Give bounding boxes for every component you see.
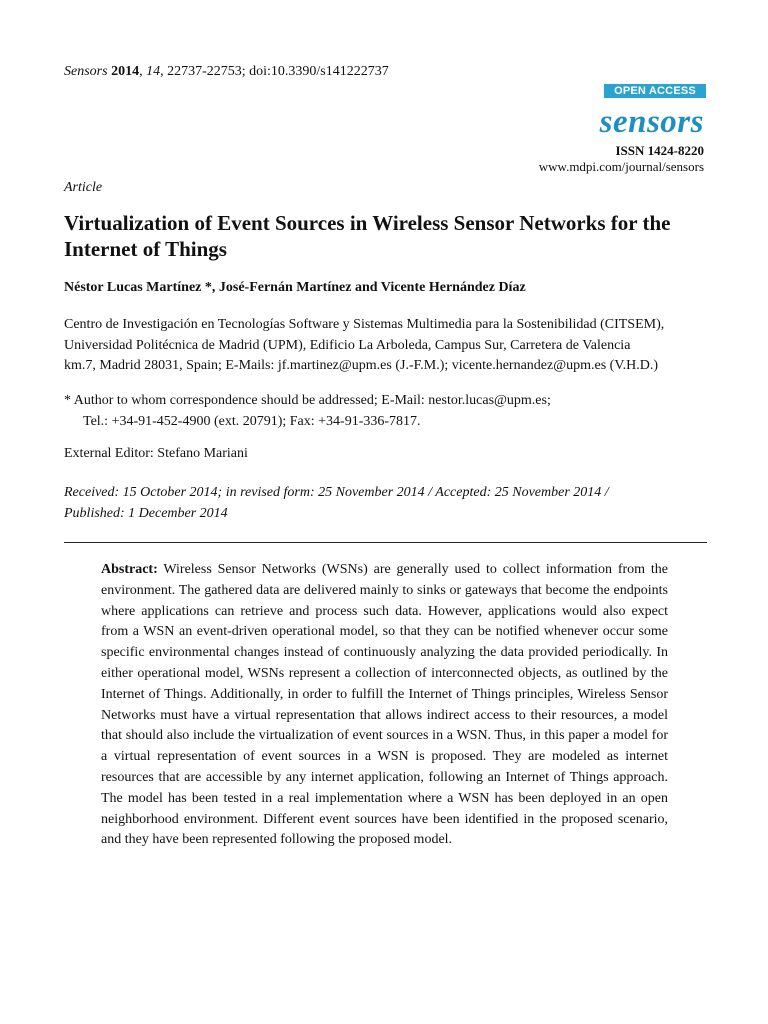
journal-url[interactable]: www.mdpi.com/journal/sensors: [538, 159, 704, 174]
correspondence-line: Tel.: +34-91-452-4900 (ext. 20791); Fax: +34-91-336-7817.: [83, 413, 421, 429]
citation-line: Sensors 2014, 14, 22737-22753; doi:10.3390/s141222737: [64, 64, 389, 79]
article-type: Article: [64, 180, 103, 195]
affiliation-line: Universidad Politécnica de Madrid (UPM), Edificio La Arboleda, Campus Sur, Carretera de Valencia: [64, 337, 631, 353]
abstract-text: Wireless Sensor Networks (WSNs) are generally used to collect information from the environment. The gathered data are delivered mainly to sinks or gateways that become the endpoints where applications can retrieve and process such data. However, applications would also expect from a WSN an event-driven operational model, so that they can be notified whenever occur some specific environmental changes instead of continuously analyzing the data provided periodically. In either operational model, WSNs represent a collection of interconnected objects, as outlined by the Internet of Things. Additionally, in order to fulfill the Internet of Things principles, Wireless Sensor Networks must have a virtual representation that allows indirect access to their resources, a model that should also include the virtualization of event sources in a WSN. Thus, in this paper a model for a virtual representation of event sources in a WSN is proposed. They are modeled as internet resources that are accessible by any internet application, following an Internet of Things approach. The model has been tested in a real implementation where a WSN has been deployed in an open neighborhood environment. Different event sources have been identified in the proposed scenario, and they have been represented following the proposed model.: [101, 562, 669, 848]
section-divider: [64, 542, 707, 543]
dates-line: Received: 15 October 2014; in revised form: 25 November 2014 / Accepted: 25 November 2014 /: [64, 485, 609, 500]
citation-pages-doi: , 22737-22753; doi:10.3390/s141222737: [160, 64, 389, 79]
abstract: [101, 560, 668, 851]
citation-volume: 14: [146, 64, 161, 79]
citation-journal: Sensors: [64, 64, 108, 79]
affiliation-line: km.7, Madrid 28031, Spain; E-Mails: jf.martinez@upm.es (J.-F.M.); vicente.hernandez@upm.es (V.H.D.): [64, 358, 659, 373]
citation-year: 2014: [111, 64, 140, 79]
open-access-badge: OPEN ACCESS: [604, 84, 706, 98]
journal-logo: sensors: [599, 104, 704, 140]
affiliation: [64, 315, 714, 377]
authors: Néstor Lucas Martínez *, José-Fernán Martínez and Vicente Hernández Díaz: [64, 280, 526, 295]
publication-dates: [64, 483, 714, 524]
affiliation-line: Centro de Investigación en Tecnologías Software y Sistemas Multimedia para la Sostenibilidad (CITSEM),: [64, 317, 665, 332]
dates-line: Published: 1 December 2014: [64, 505, 228, 521]
issn: ISSN 1424-8220: [615, 143, 704, 158]
paper-title: Virtualization of Event Sources in Wireless Sensor Networks for the Internet of Things: [64, 211, 671, 261]
correspondence-line: * Author to whom correspondence should be addressed; E-Mail: nestor.lucas@upm.es;: [64, 393, 551, 408]
external-editor: External Editor: Stefano Mariani: [64, 446, 248, 461]
abstract-label: Abstract:: [101, 562, 158, 577]
correspondence-note: [64, 391, 714, 432]
